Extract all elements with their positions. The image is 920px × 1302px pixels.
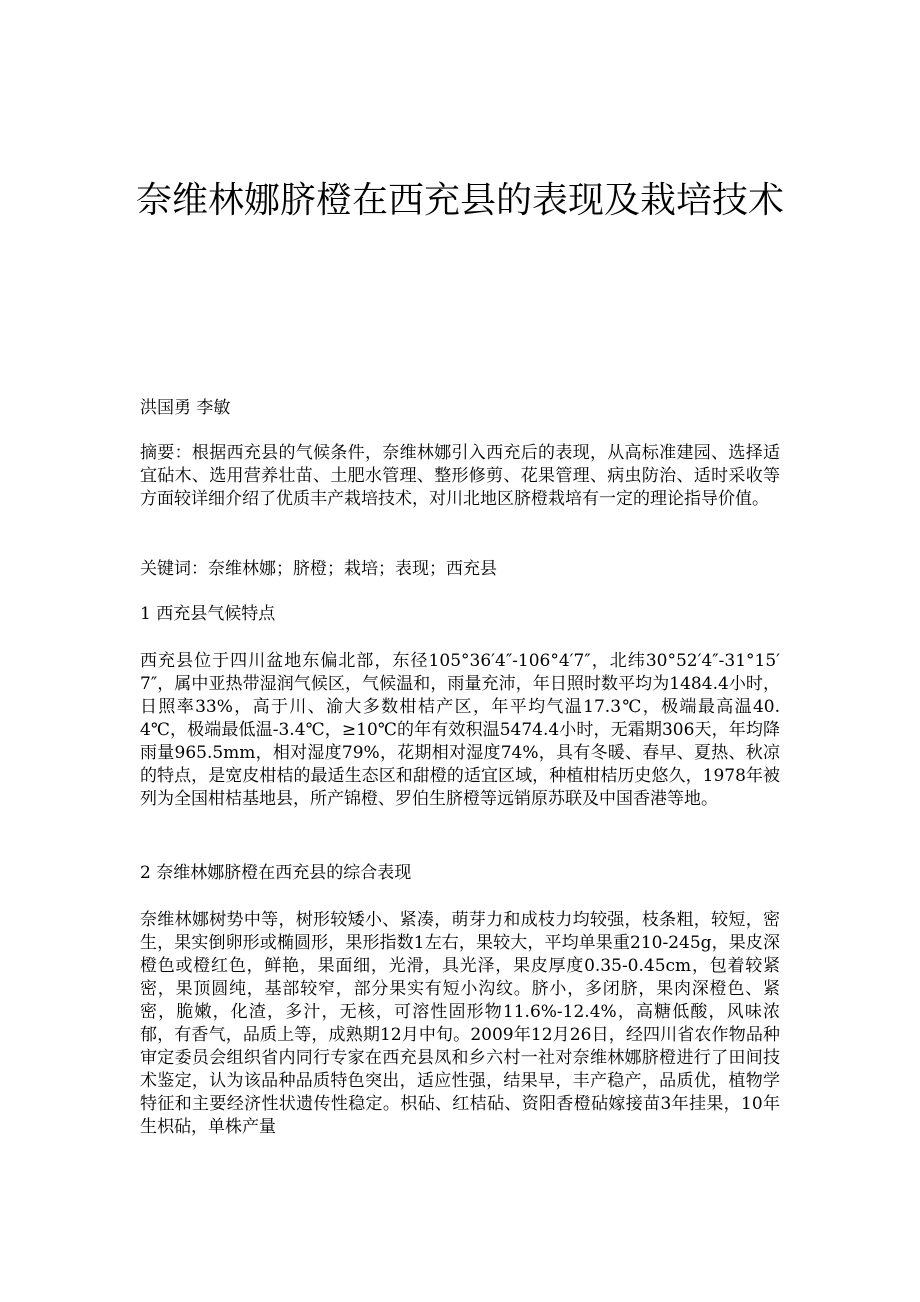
abstract-paragraph: 摘要：根据西充县的气候条件，奈维林娜引入西充后的表现，从高标准建园、选择适宜砧木、选用营养壮苗、土肥水管理、整形修剪、花果管理、病虫防治、适时采收等方面较详细介绍了优质丰产栽培技术，对川北地区脐橙栽培有一定的理论指导价值。 [140,443,780,509]
section-body-climate: 西充县位于四川盆地东偏北部，东径105°36′4″-106°4′7″，北纬30°52′4″-31°15′7″，属中亚热带湿润气候区，气候温和，雨量充沛，年日照时数平均为1484.4小时，日照率33%，高于川、渝大多数柑桔产区，年平均气温17.3℃，极端最高温40.4℃，极端最低温-3.4℃，≥10℃的年有效积温5474.4小时，无霜期306天，年均降雨量965.5mm，相对湿度79%，花期相对湿度74%，具有冬暖、春早、夏热、秋凉的特点，是宽皮柑桔的最适生态区和甜橙的适宜区域，种植柑桔历史悠久，1978年被列为全国柑桔基地县，所产锦橙、罗伯生脐橙等远销原苏联及中国香港等地。 [140,651,780,809]
section-heading-performance: 2 奈维林娜脐橙在西充县的综合表现 [140,863,412,883]
keywords-line: 关键词：奈维林娜；脐橙；栽培；表现；西充县 [140,559,497,579]
document-title: 奈维林娜脐橙在西充县的表现及栽培技术 [135,180,784,221]
author-line: 洪国勇 李敏 [140,398,231,418]
section-body-performance: 奈维林娜树势中等，树形较矮小、紧凑，萌芽力和成枝力均较强，枝条粗，较短，密生，果实倒卵形或椭圆形，果形指数1左右，果较大，平均单果重210-245g，果皮深橙色或橙红色，鲜艳，果面细，光滑，具光泽，果皮厚度0.35-0.45cm，包着较紧密，果顶圆纯，基部较窄，部分果实有短小沟纹。脐小，多闭脐，果肉深橙色、紧密，脆嫩，化渣，多汁，无核，可溶性固形物11.6%-12.4%，高糖低酸，风味浓郁，有香气，品质上等，成熟期12月中旬。2009年12月26日，经四川省农作物品种审定委员会组织省内同行专家在西充县凤和乡六村一社对奈维林娜脐橙进行了田间技术鉴定，认为该品种品质特色突出，适应性强，结果早，丰产稳产，品质优，植物学特征和主要经济性状遗传性稳定。枳砧、红桔砧、资阳香橙砧嫁接苗3年挂果，10年生枳砧，单株产量 [140,910,780,1137]
section-heading-climate: 1 西充县气候特点 [140,604,276,624]
